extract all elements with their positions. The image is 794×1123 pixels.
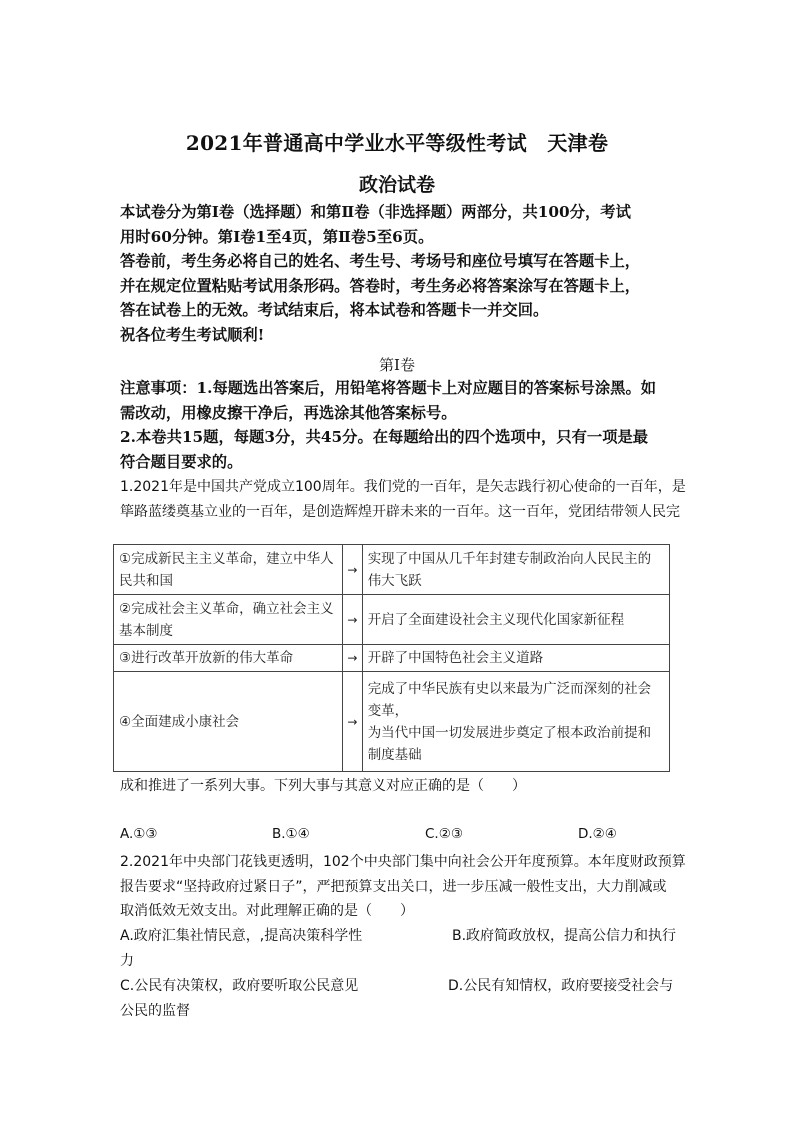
table-row [114,545,670,595]
q2-option-b[interactable]: B.政府简政放权，提高公信力和执行 [452,928,677,944]
table-row [114,672,670,772]
option-c[interactable]: C.②③ [425,826,463,842]
q2-stem-line: 2.2021年中央部门花钱更透明，102个中央部门集中向社会公开年度预算。本年度财政预算 [120,854,686,870]
section-heading: 第Ⅰ卷 [379,356,415,374]
q2-option-d[interactable]: D.公民有知情权，政府要接受社会与 [448,978,674,994]
q2-option-d-cont: 公民的监督 [120,1003,190,1019]
intro-line: 答卷前，考生务必将自己的姓名、考生号、考场号和座位号填写在答题卡上， [120,252,641,271]
intro-line: 答在试卷上的无效。考试结束后，将本试卷和答题卡一并交回。 [120,301,549,320]
event-cell: ②完成社会主义革命，确立社会主义基本制度 [114,595,343,645]
option-a[interactable]: A.①③ [120,826,158,842]
event-cell: ④全面建成小康社会 [114,672,343,772]
intro-line: 本试卷分为第Ⅰ卷（选择题）和第Ⅱ卷（非选择题）两部分，共100分，考试 [120,203,631,221]
q2-option-b-cont: 力 [120,953,134,969]
page-subtitle: 政治试卷 [358,174,435,196]
note-line: 符合题目要求的。 [120,452,243,471]
page-title: 2021年普通高中学业水平等级性考试 天津卷 [185,131,609,155]
q2-stem-line: 报告要求“坚持政府过紧日子”，严把预算支出关口，进一步压减一般性支出，大力削减或 [120,878,667,895]
intro-line: 并在规定位置粘贴考试用条形码。答卷时，考生务必将答案涂写在答题卡上， [120,276,641,295]
arrow-icon: → [343,595,363,645]
meaning-cell: 开辟了中国特色社会主义道路 [362,645,669,672]
q2-stem-line: 取消低效无效支出。对此理解正确的是（ ） [120,903,414,919]
option-d[interactable]: D.②④ [578,826,617,842]
note-line: 需改动，用橡皮擦干净后，再选涂其他答案标号。 [120,403,457,422]
note-line: 注意事项：1.每题选出答案后，用铅笔将答题卡上对应题目的答案标号涂黑。如 [120,379,657,397]
table-row [114,645,670,672]
table-row [114,595,670,645]
arrow-icon: → [343,545,363,595]
q2-option-c[interactable]: C.公民有决策权，政府要听取公民意见 [120,978,359,994]
q1-stem-tail: 成和推进了一系列大事。下列大事与其意义对应正确的是（ ） [120,778,526,794]
intro-line: 祝各位考生考试顺利! [120,325,265,344]
intro-line: 用时60分钟。第Ⅰ卷1至4页，第Ⅱ卷5至6页。 [120,227,434,246]
meaning-text: 完成了中华民族有史以来最为广泛而深刻的社会变革， [367,680,652,719]
events-table [113,544,670,772]
intro-block [120,200,678,348]
arrow-icon: → [343,672,363,772]
question-2-stem [120,850,686,924]
question-1-stem [120,475,686,524]
notes-block [120,376,678,474]
arrow-icon: → [343,645,363,672]
event-cell: ③进行改革开放新的伟大革命 [114,645,343,672]
note-line: 2.本卷共15题，每题3分，共45分。在每题给出的四个选项中，只有一项是最 [120,428,649,447]
event-cell: ①完成新民主主义革命，建立中华人民共和国 [114,545,343,595]
meaning-cell: 实现了中国从几千年封建专制政治向人民民主的伟大飞跃 [362,545,669,595]
q2-option-a[interactable]: A.政府汇集社情民意，,提高决策科学性 [120,928,363,944]
q1-stem-line: 筚路蓝缕奠基立业的一百年，是创造辉煌开辟未来的一百年。这一百年，党团结带领人民完 [120,503,680,520]
meaning-text: 为当代中国一切发展进步奠定了根本政治前提和制度基础 [367,724,652,763]
meaning-cell [362,672,669,772]
option-b[interactable]: B.①④ [272,826,310,842]
meaning-cell: 开启了全面建设社会主义现代化国家新征程 [362,595,669,645]
q1-stem-line: 1.2021年是中国共产党成立100周年。我们党的一百年，是矢志践行初心使命的一百年，是 [120,479,686,495]
